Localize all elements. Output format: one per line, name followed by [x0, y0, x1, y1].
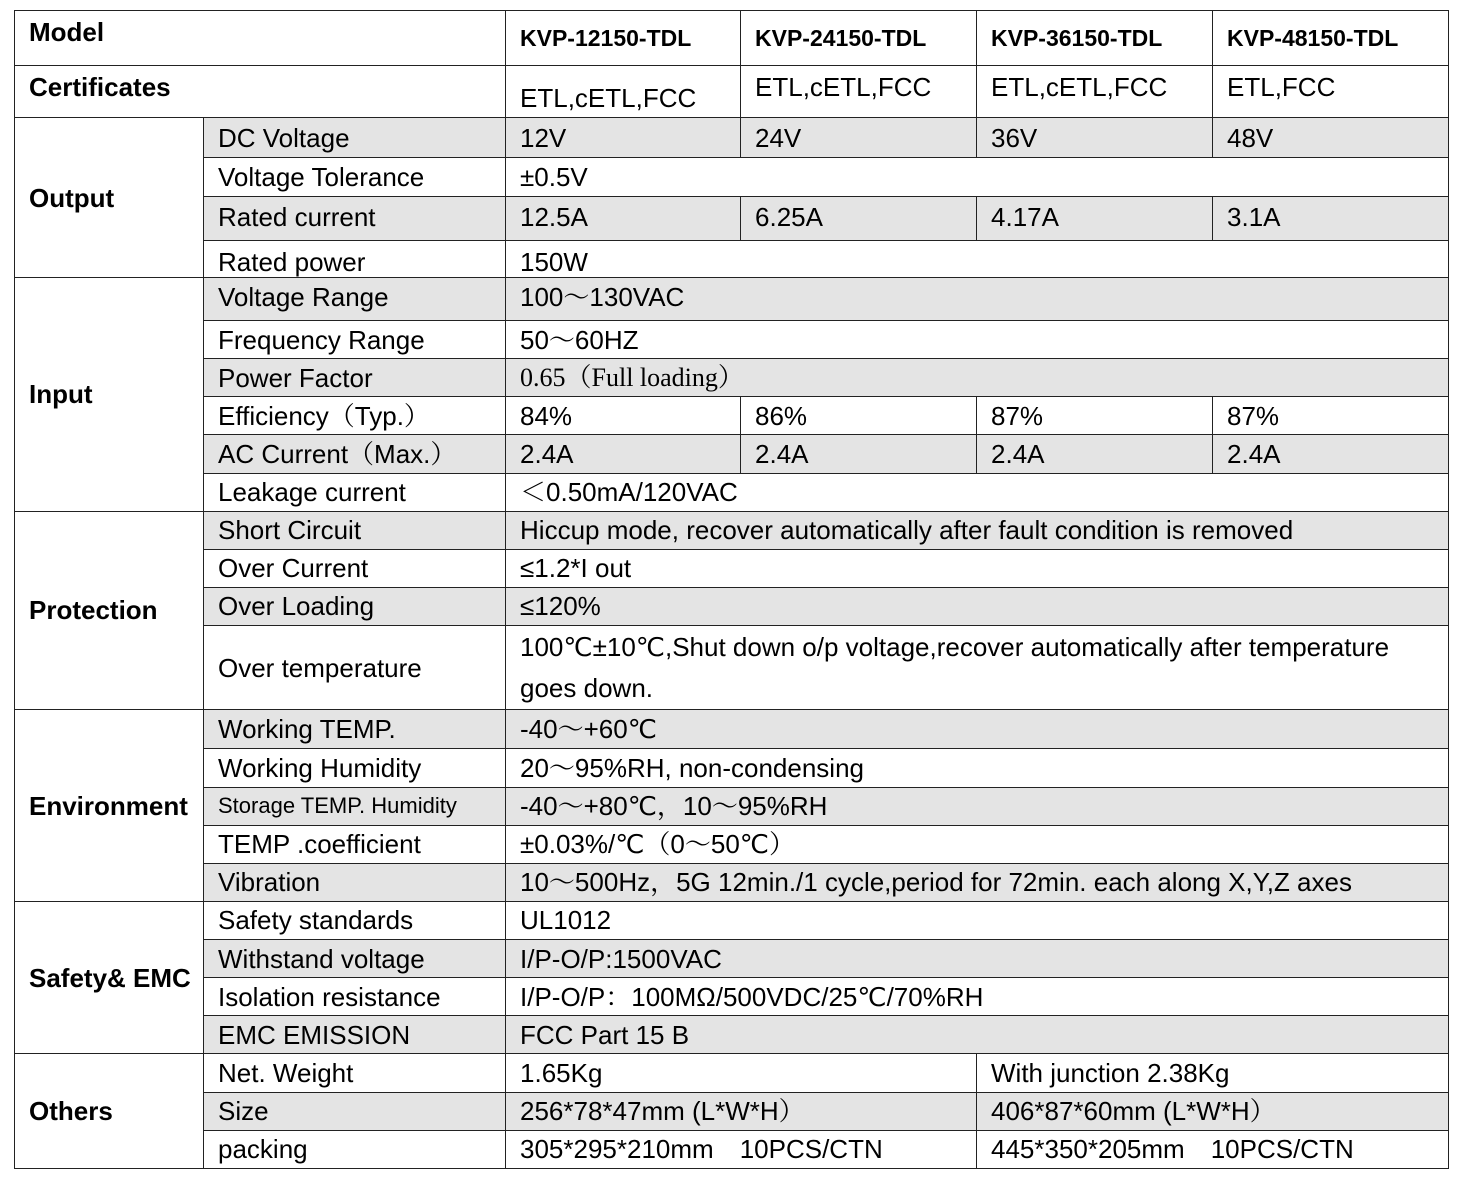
cell-value: 86%: [741, 397, 977, 435]
cell-value: 100～130VAC: [506, 277, 1449, 320]
over-temperature-row: [15, 626, 1449, 710]
row-label: Frequency Range: [204, 321, 506, 359]
row-label: Over temperature: [204, 626, 506, 710]
row-label: Working Humidity: [204, 749, 506, 787]
model-name: KVP-24150-TDL: [741, 11, 977, 66]
row-label: Storage TEMP. Humidity: [204, 787, 506, 825]
model-row: [15, 11, 1449, 66]
safety-section-label: Safety& EMC: [15, 901, 204, 1054]
output-section-label: Output: [15, 118, 204, 278]
cell-value: 12.5A: [506, 196, 741, 240]
protection-section-label: Protection: [15, 511, 204, 710]
cell-value: 150W: [506, 240, 1449, 277]
working-humidity-row: [15, 749, 1449, 787]
leakage-current-row: [15, 473, 1449, 511]
emc-emission-row: [15, 1016, 1449, 1054]
cell-value: 4.17A: [977, 196, 1213, 240]
cell-value: Hiccup mode, recover automatically after fault condition is removed: [506, 511, 1449, 549]
row-label: Voltage Range: [204, 277, 506, 320]
row-label: Isolation resistance: [204, 978, 506, 1016]
row-label: Over Current: [204, 549, 506, 587]
cell-value: 12V: [506, 118, 741, 158]
cell-value: 87%: [977, 397, 1213, 435]
cell-value: 2.4A: [977, 435, 1213, 473]
spec-table: [14, 10, 1449, 1169]
row-label: Short Circuit: [204, 511, 506, 549]
over-current-row: [15, 549, 1449, 587]
cell-value: -40～+80℃，10～95%RH: [506, 787, 1449, 825]
cell-value: -40～+60℃: [506, 710, 1449, 749]
efficiency-row: [15, 397, 1449, 435]
cell-value: ±0.03%/℃（0～50℃）: [506, 825, 1449, 863]
row-label: packing: [204, 1130, 506, 1168]
row-label: Withstand voltage: [204, 940, 506, 978]
cell-value: I/P-O/P：100MΩ/500VDC/25℃/70%RH: [506, 978, 1449, 1016]
certificates-label: Certificates: [15, 66, 506, 118]
row-label: Rated current: [204, 196, 506, 240]
cell-value: 84%: [506, 397, 741, 435]
cell-value: 10～500Hz，5G 12min./1 cycle,period for 72min. each along X,Y,Z axes: [506, 863, 1449, 901]
safety-standards-row: [15, 901, 1449, 939]
cell-value: ＜0.50mA/120VAC: [506, 473, 1449, 511]
cell-value: 6.25A: [741, 196, 977, 240]
cell-value: 2.4A: [1213, 435, 1449, 473]
row-label: Power Factor: [204, 359, 506, 397]
certificate-value: ETL,cETL,FCC: [506, 66, 741, 118]
row-label: Net. Weight: [204, 1054, 506, 1092]
cell-value: 36V: [977, 118, 1213, 158]
certificate-value: ETL,FCC: [1213, 66, 1449, 118]
rated-power-row: [15, 240, 1449, 277]
size-row: [15, 1092, 1449, 1130]
voltage-tolerance-row: [15, 158, 1449, 196]
model-name: KVP-36150-TDL: [977, 11, 1213, 66]
cell-value: 2.4A: [741, 435, 977, 473]
cell-value: 20～95%RH, non-condensing: [506, 749, 1449, 787]
cell-value: 445*350*205mm 10PCS/CTN: [977, 1130, 1449, 1168]
row-label: Over Loading: [204, 587, 506, 625]
cell-value: 100℃±10℃,Shut down o/p voltage,recover automatically after temperature goes down.: [506, 626, 1449, 710]
row-label: Leakage current: [204, 473, 506, 511]
withstand-voltage-row: [15, 940, 1449, 978]
cell-value: 256*78*47mm (L*W*H）: [506, 1092, 977, 1130]
model-label: Model: [15, 11, 506, 66]
row-label: Vibration: [204, 863, 506, 901]
model-name: KVP-12150-TDL: [506, 11, 741, 66]
cell-value: 1.65Kg: [506, 1054, 977, 1092]
short-circuit-row: [15, 511, 1449, 549]
net-weight-row: [15, 1054, 1449, 1092]
cell-value: ±0.5V: [506, 158, 1449, 196]
cell-value: With junction 2.38Kg: [977, 1054, 1449, 1092]
others-section-label: Others: [15, 1054, 204, 1169]
row-label: Voltage Tolerance: [204, 158, 506, 196]
certificate-value: ETL,cETL,FCC: [977, 66, 1213, 118]
isolation-resistance-row: [15, 978, 1449, 1016]
certificates-row: [15, 66, 1449, 118]
working-temp-row: [15, 710, 1449, 749]
packing-row: [15, 1130, 1449, 1168]
cell-value: 406*87*60mm (L*W*H）: [977, 1092, 1449, 1130]
voltage-range-row: [15, 277, 1449, 320]
cell-value: 48V: [1213, 118, 1449, 158]
cell-value: 50～60HZ: [506, 321, 1449, 359]
cell-value: FCC Part 15 B: [506, 1016, 1449, 1054]
cell-value: UL1012: [506, 901, 1449, 939]
cell-value: I/P-O/P:1500VAC: [506, 940, 1449, 978]
row-label: TEMP .coefficient: [204, 825, 506, 863]
model-name: KVP-48150-TDL: [1213, 11, 1449, 66]
cell-value: 3.1A: [1213, 196, 1449, 240]
ac-current-row: [15, 435, 1449, 473]
row-label: AC Current（Max.）: [204, 435, 506, 473]
over-loading-row: [15, 587, 1449, 625]
row-label: EMC EMISSION: [204, 1016, 506, 1054]
environment-section-label: Environment: [15, 710, 204, 902]
cell-value: ≤1.2*I out: [506, 549, 1449, 587]
cell-value: 87%: [1213, 397, 1449, 435]
vibration-row: [15, 863, 1449, 901]
row-label: DC Voltage: [204, 118, 506, 158]
row-label: Size: [204, 1092, 506, 1130]
certificate-value: ETL,cETL,FCC: [741, 66, 977, 118]
storage-row: [15, 787, 1449, 825]
power-factor-row: [15, 359, 1449, 397]
temp-coefficient-row: [15, 825, 1449, 863]
row-label: Rated power: [204, 240, 506, 277]
dc-voltage-row: [15, 118, 1449, 158]
cell-value: 2.4A: [506, 435, 741, 473]
cell-value: 305*295*210mm 10PCS/CTN: [506, 1130, 977, 1168]
input-section-label: Input: [15, 277, 204, 511]
cell-value: 24V: [741, 118, 977, 158]
row-label: Safety standards: [204, 901, 506, 939]
row-label: Efficiency（Typ.）: [204, 397, 506, 435]
frequency-range-row: [15, 321, 1449, 359]
row-label: Working TEMP.: [204, 710, 506, 749]
rated-current-row: [15, 196, 1449, 240]
cell-value: ≤120%: [506, 587, 1449, 625]
cell-value: 0.65（Full loading）: [506, 359, 1449, 397]
